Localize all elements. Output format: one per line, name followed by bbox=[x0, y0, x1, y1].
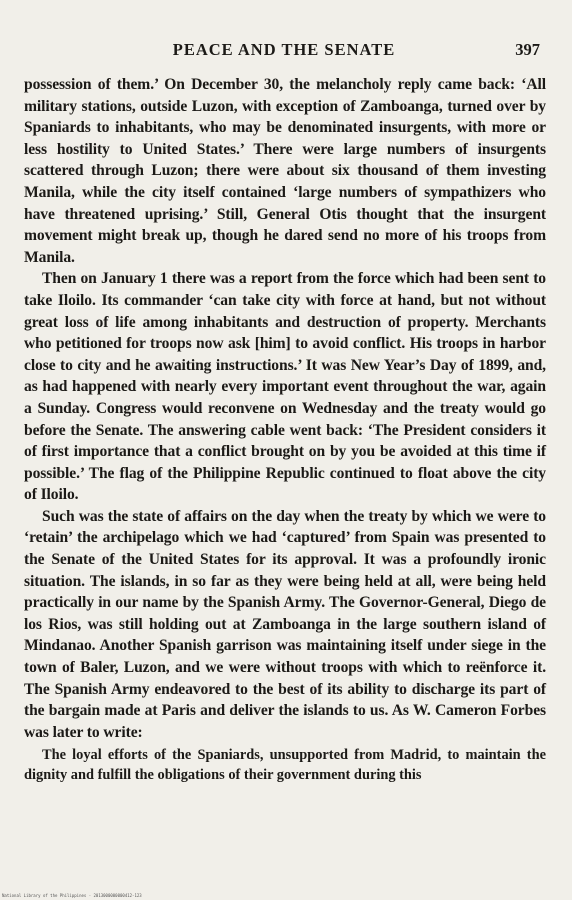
running-title: PEACE AND THE SENATE bbox=[172, 40, 396, 59]
paragraph-iloilo: Then on January 1 there was a report from the force which had been sent to take Iloilo. Its commander ‘can take city with force at hand, but not without great loss of life among inhabitants and destruction of property. Merchants who petitioned for troops now ask [him] to avoid conflict. His troops in harbor close to city and he awaiting instructions.’ It was New Year’s Day of 1899, and, as had happened with nearly every important event throughout the war, again a Sunday. Congress would reconvene on Wednesday and the treaty would go before the Senate. The answering cable went back: ‘The President considers it of first importance that a conflict brought on by you be avoided at this time if possible.’ The flag of the Philippine Republic continued to float above the city of Iloilo. bbox=[24, 270, 546, 504]
book-page bbox=[24, 0, 548, 900]
paragraph-continued: possession of them.’ On December 30, the melancholy reply came back: ‘All military stations, outside Luzon, with exception of Zamboanga, turned over by Spaniards to inhabitants, who may be denominated insurgents, with more or less hostility to United States.’ There were large numbers of insurgents scattered through Luzon; there were about six thousand of them investing Manila, while the city itself contained ‘large numbers of sympathizers who have threatened uprising.’ Still, General Otis thought that the insurgent movement might break up, though he dared send no more of his troops from Manila. bbox=[24, 76, 546, 266]
paragraph-treaty: Such was the state of affairs on the day when the treaty by which we were to ‘retain’ the archipelago which we had ‘captured’ from Spain was presented to the Senate of the United States for its approval. It was a profoundly ironic situation. The islands, in so far as they were being held at all, were being held practically in our name by the Spanish Army. The Governor-General, Diego de los Rios, was still holding out at Zamboanga in the large southern island of Mindanao. Another Spanish garrison was maintaining itself under siege in the town of Baler, Luzon, and we were without troops with which to reënforce it. The Spanish Army endeavored to the best of its ability to discharge its part of the bargain made at Paris and deliver the islands to us. As W. Cameron Forbes was later to write: bbox=[24, 507, 546, 741]
body-text bbox=[24, 74, 546, 785]
scan-footer-mark: National Library of the Philippines · 2013000000000412-123 bbox=[2, 893, 142, 898]
page-number: 397 bbox=[515, 40, 540, 59]
running-head bbox=[24, 40, 544, 64]
block-quote: The loyal efforts of the Spaniards, unsupported from Madrid, to maintain the dignity and fulfill the obligations of their government during this bbox=[24, 747, 546, 784]
